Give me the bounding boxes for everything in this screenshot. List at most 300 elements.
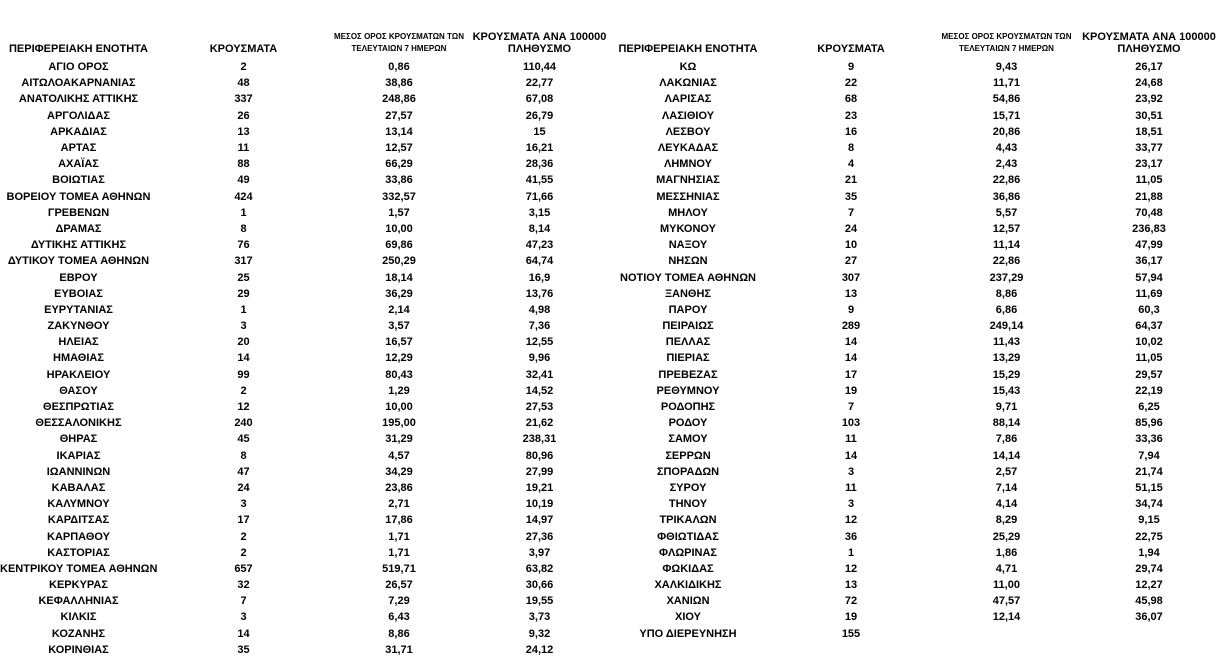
cases-cell: 240 [234,417,253,430]
table-row [0,464,611,480]
per100k-cell: 22,75 [1135,530,1163,543]
cases-cell: 8 [240,222,247,235]
cases-cell: 8 [240,449,247,462]
region-cell: ΠΡΕΒΕΖΑΣ [658,368,718,381]
avg7-cell: 11,00 [993,579,1020,592]
region-cell: ΖΑΚΥΝΘΟΥ [47,320,110,333]
avg7-cell: 14,14 [992,449,1021,462]
per100k-cell: 12,27 [1135,579,1163,592]
avg7-cell: 10,00 [385,401,413,414]
avg7-cell: 2,14 [388,303,410,316]
cases-cell: 12 [237,401,250,414]
table-row [611,626,1222,642]
cases-cell: 29 [237,287,250,300]
region-cell: ΑΝΑΤΟΛΙΚΗΣ ΑΤΤΙΚΗΣ [18,93,139,106]
table-row [0,626,611,642]
region-cell: ΚΕΦΑΛΛΗΝΙΑΣ [38,595,119,608]
region-cell: ΜΕΣΣΗΝΙΑΣ [656,190,720,203]
avg7-cell: 22,86 [992,255,1021,268]
per100k-cell: 9,32 [528,627,551,640]
per100k-cell: 60,3 [1138,303,1160,316]
header-avg7: ΜΕΣΟΣ ΟΡΟΣ ΚΡΟΥΣΜΑΤΩΝ ΤΩΝ ΤΕΛΕΥΤΑΙΩΝ 7 ΗΜΕΡΩΝ [334,32,464,53]
cases-cell: 24 [844,222,858,235]
region-cell: ΤΡΙΚΑΛΩΝ [659,514,717,527]
per100k-cell: 36,17 [1135,255,1163,268]
region-cell: ΡΕΘΥΜΝΟΥ [656,384,720,397]
per100k-cell: 18,51 [1135,125,1163,138]
avg7-cell: 27,57 [385,109,413,122]
avg7-cell: 15,29 [992,368,1021,381]
header-cases: ΚΡΟΥΣΜΑΤΑ [209,43,278,55]
per100k-cell: 13,76 [525,287,554,300]
table-row [611,140,1222,156]
cases-cell: 1 [847,546,855,559]
per100k-cell: 26,17 [1135,61,1163,74]
cases-cell: 17 [237,514,250,527]
region-cell: ΛΕΣΒΟΥ [665,125,711,138]
header-avg7: ΜΕΣΟΣ ΟΡΟΣ ΚΡΟΥΣΜΑΤΩΝ ΤΩΝ ΤΕΛΕΥΤΑΙΩΝ 7 ΗΜΕΡΩΝ [941,32,1072,53]
cases-cell: 10 [844,239,858,252]
table-row [0,383,611,399]
table-row [0,221,611,237]
cases-cell: 3 [240,611,247,624]
per100k-cell: 8,14 [528,222,551,235]
per100k-cell: 14,52 [525,384,554,397]
region-cell: ΥΠΟ ΔΙΕΡΕΥΝΗΣΗ [639,627,737,640]
cases-cell: 317 [234,255,253,268]
region-cell: ΚΙΛΚΙΣ [60,611,97,624]
cases-cell: 49 [237,174,250,187]
table-row [611,367,1222,383]
per100k-cell: 11,05 [1135,352,1163,365]
cases-cell: 424 [234,190,253,203]
region-cell: ΧΙΟΥ [675,611,701,624]
avg7-cell: 36,86 [992,190,1021,203]
avg7-cell: 195,00 [382,417,416,430]
table-row [611,399,1222,415]
avg7-cell: 237,29 [989,271,1024,284]
region-cell: ΡΟΔΟΥ [668,417,708,430]
table-row [611,205,1222,221]
avg7-cell: 248,86 [382,93,416,106]
table-row [0,609,611,625]
table-row [0,545,611,561]
avg7-cell: 33,86 [385,174,413,187]
region-cell: ΓΡΕΒΕΝΩΝ [47,206,110,219]
per100k-cell: 45,98 [1135,595,1163,608]
cases-cell: 14 [237,627,250,640]
cases-cell: 155 [841,627,861,640]
table-row [0,415,611,431]
per100k-cell: 15 [533,125,546,138]
table-row [0,269,611,285]
avg7-cell: 36,29 [385,287,413,300]
avg7-cell: 8,86 [388,627,410,640]
avg7-cell: 7,86 [995,433,1018,446]
avg7-cell: 15,71 [992,109,1021,122]
table-row [611,512,1222,528]
table-row [0,140,611,156]
cases-cell: 45 [237,433,250,446]
per100k-cell: 32,41 [525,368,554,381]
table-row [0,367,611,383]
avg7-cell: 69,86 [385,239,413,252]
table-row [611,221,1222,237]
cases-cell: 24 [237,481,250,494]
region-cell: ΣΠΟΡΑΔΩΝ [656,465,720,478]
table-row [0,205,611,221]
table-row [0,124,611,140]
cases-cell: 7 [240,595,247,608]
region-cell: ΑΧΑΪΑΣ [58,158,99,171]
per100k-cell: 30,66 [525,579,554,592]
cases-cell: 9 [847,61,855,74]
avg7-cell: 20,86 [992,125,1021,138]
table-row [0,172,611,188]
table-row [0,642,611,658]
table-row [611,496,1222,512]
table-body-left [0,59,611,658]
cases-cell: 3 [240,498,247,511]
cases-cell: 36 [844,530,858,543]
cases-cell: 72 [844,595,858,608]
region-cell: ΤΗΝΟΥ [668,498,708,511]
table-row [0,577,611,593]
region-cell: ΚΕΡΚΥΡΑΣ [49,579,108,592]
avg7-cell: 12,29 [385,352,413,365]
per100k-cell: 10,02 [1135,336,1163,349]
avg7-cell: 1,71 [388,530,410,543]
per100k-cell: 27,99 [525,465,554,478]
table-row [0,75,611,91]
cases-cell: 13 [237,125,250,138]
cases-cell: 3 [847,465,855,478]
region-cell: ΜΥΚΟΝΟΥ [659,222,717,235]
cases-cell: 12 [844,514,858,527]
cases-cell: 99 [237,368,250,381]
avg7-cell: 4,14 [995,498,1018,511]
avg7-cell: 5,57 [995,206,1018,219]
region-cell: ΒΟΡΕΙΟΥ ΤΟΜΕΑ ΑΘΗΝΩΝ [6,190,151,203]
cases-cell: 19 [844,384,858,397]
avg7-cell: 11,43 [993,336,1020,349]
region-cell: ΞΑΝΘΗΣ [664,287,712,300]
region-cell: ΦΘΙΩΤΙΔΑΣ [657,530,719,543]
region-cell: ΚΑΡΠΑΘΟΥ [47,530,110,543]
region-cell: ΗΡΑΚΛΕΙΟΥ [46,368,111,381]
region-cell: ΘΕΣΣΑΛΟΝΙΚΗΣ [35,417,122,430]
region-cell: ΙΩΑΝΝΙΝΩΝ [46,465,111,478]
region-cell: ΚΟΡΙΝΘΙΑΣ [48,643,109,656]
avg7-cell: 10,00 [385,222,413,235]
table-row [611,464,1222,480]
avg7-cell: 249,14 [989,320,1024,333]
cases-cell: 25 [237,271,250,284]
cases-cell: 4 [847,158,855,171]
per100k-cell: 36,07 [1135,611,1163,624]
avg7-cell: 34,29 [385,465,413,478]
per100k-cell: 21,74 [1135,465,1163,478]
region-cell: ΑΡΤΑΣ [60,142,97,155]
avg7-cell: 250,29 [382,255,416,268]
region-cell: ΜΗΛΟΥ [668,206,708,219]
table-row [0,91,611,107]
per100k-cell: 19,21 [525,481,554,494]
table-row [0,528,611,544]
per100k-cell: 3,73 [528,611,551,624]
per100k-cell: 19,55 [525,595,554,608]
avg7-cell: 12,14 [992,611,1021,624]
region-cell: ΠΙΕΡΙΑΣ [666,352,710,365]
table-row [611,334,1222,350]
region-cell: ΛΑΡΙΣΑΣ [664,93,712,106]
avg7-cell: 23,86 [385,481,413,494]
region-cell: ΑΡΓΟΛΙΔΑΣ [47,109,110,122]
region-cell: ΑΓΙΟ ΟΡΟΣ [48,61,109,74]
table-row [0,108,611,124]
cases-cell: 103 [841,417,861,430]
avg7-cell: 22,86 [992,174,1021,187]
per100k-cell: 63,82 [525,562,554,575]
cases-cell: 7 [847,401,855,414]
region-cell: ΔΥΤΙΚΟΥ ΤΟΜΕΑ ΑΘΗΝΩΝ [7,255,150,268]
table-row [611,189,1222,205]
per100k-cell: 3,15 [528,206,551,219]
table-row [611,253,1222,269]
region-cell: ΚΑΣΤΟΡΙΑΣ [47,546,110,559]
table-row [611,577,1222,593]
table-row [611,350,1222,366]
table-row [0,156,611,172]
table-row [611,318,1222,334]
header-region: ΠΕΡΙΦΕΡΕΙΑΚΗ ΕΝΟΤΗΤΑ [8,43,148,55]
avg7-cell: 80,43 [385,368,413,381]
region-cell: ΛΕΥΚΑΔΑΣ [657,142,719,155]
avg7-cell: 2,71 [388,498,410,511]
avg7-cell: 11,14 [993,239,1020,252]
cases-cell: 20 [237,336,250,349]
table-row [611,431,1222,447]
region-cell: ΝΟΤΙΟΥ ΤΟΜΕΑ ΑΘΗΝΩΝ [620,271,756,284]
cases-cell: 13 [844,287,858,300]
cases-cell: 16 [844,125,858,138]
per100k-cell: 64,74 [525,255,554,268]
cases-cell: 14 [844,336,858,349]
header-per100k: ΚΡΟΥΣΜΑΤΑ ΑΝΑ 100000 ΠΛΗΘΥΣΜΟ [1082,31,1216,55]
cases-cell: 23 [844,109,858,122]
per100k-cell: 47,99 [1135,239,1163,252]
header-row [611,0,1222,59]
region-cell: ΝΑΞΟΥ [668,239,708,252]
per100k-cell: 29,74 [1135,562,1163,575]
cases-cell: 2 [240,384,247,397]
cases-cell: 76 [237,239,250,252]
avg7-cell: 15,43 [992,384,1021,397]
region-cell: ΒΟΙΩΤΙΑΣ [52,174,105,187]
cases-cell: 17 [844,368,858,381]
table-body-right [611,59,1222,642]
cases-table-right [611,0,1222,642]
region-cell: ΦΩΚΙΔΑΣ [662,562,714,575]
table-row [0,286,611,302]
region-cell: ΑΙΤΩΛΟΑΚΑΡΝΑΝΙΑΣ [21,77,136,90]
region-cell: ΛΑΣΙΘΙΟΥ [661,109,715,122]
avg7-cell: 2,57 [995,465,1018,478]
cases-cell: 48 [237,77,250,90]
per100k-cell: 14,97 [525,514,554,527]
avg7-cell: 38,86 [385,77,413,90]
avg7-cell: 17,86 [385,514,413,527]
avg7-cell: 7,29 [388,595,410,608]
cases-cell: 19 [844,611,858,624]
avg7-cell: 8,86 [995,287,1018,300]
avg7-cell: 6,43 [388,611,410,624]
region-cell: ΚΑΡΔΙΤΣΑΣ [47,514,110,527]
per100k-cell: 47,23 [525,239,554,252]
avg7-cell: 13,29 [992,352,1021,365]
per100k-cell: 28,36 [525,158,554,171]
per100k-cell: 41,55 [525,174,554,187]
per100k-cell: 3,97 [528,546,551,559]
region-cell: ΣΑΜΟΥ [668,433,708,446]
region-cell: ΣΕΡΡΩΝ [665,449,711,462]
cases-cell: 9 [847,303,855,316]
cases-cell: 2 [240,546,247,559]
cases-cell: 14 [844,449,858,462]
avg7-cell: 31,29 [385,433,413,446]
table-row [611,237,1222,253]
table-row [0,237,611,253]
per100k-cell: 34,74 [1135,498,1163,511]
per100k-cell: 27,53 [525,401,554,414]
per100k-cell: 70,48 [1135,206,1163,219]
table-row [0,448,611,464]
region-cell: ΚΩ [679,61,697,74]
cases-cell: 68 [844,93,858,106]
avg7-cell: 2,43 [995,158,1018,171]
avg7-cell: 4,43 [995,142,1018,155]
avg7-cell: 66,29 [385,158,413,171]
cases-cell: 12 [844,562,858,575]
table-row [0,431,611,447]
region-cell: ΗΛΕΙΑΣ [58,336,99,349]
table-row [0,302,611,318]
region-cell: ΚΟΖΑΝΗΣ [51,627,106,640]
table-row [611,609,1222,625]
avg7-cell: 11,71 [993,77,1020,90]
table-row [611,415,1222,431]
cases-cell: 337 [234,93,253,106]
table-row [0,334,611,350]
table-row [611,269,1222,285]
avg7-cell: 25,29 [992,530,1021,543]
per100k-cell: 64,37 [1135,320,1163,333]
cases-cell: 32 [237,579,250,592]
avg7-cell: 1,71 [388,546,410,559]
avg7-cell [937,626,1076,642]
per100k-cell: 71,66 [525,190,554,203]
per100k-cell: 11,69 [1135,287,1163,300]
per100k-cell: 51,15 [1135,481,1163,494]
per100k-cell: 57,94 [1135,271,1163,284]
table-row [0,189,611,205]
table-row [611,383,1222,399]
avg7-cell: 4,71 [995,562,1018,575]
cases-cell: 35 [844,190,858,203]
cases-cell: 14 [844,352,858,365]
avg7-cell: 1,29 [388,384,410,397]
avg7-cell: 1,57 [388,206,410,219]
table-row [611,593,1222,609]
table-row [0,350,611,366]
cases-cell: 3 [847,498,855,511]
cases-cell: 2 [240,530,247,543]
table-row [0,561,611,577]
cases-cell: 7 [847,206,855,219]
per100k-cell: 24,68 [1135,77,1163,90]
per100k-cell: 238,31 [522,433,557,446]
region-cell: ΧΑΛΚΙΔΙΚΗΣ [654,579,722,592]
table-row [611,172,1222,188]
cases-cell: 11 [237,142,250,155]
table-row [611,545,1222,561]
avg7-cell: 0,86 [388,61,410,74]
avg7-cell: 519,71 [382,562,416,575]
cases-cell: 8 [847,142,855,155]
table-row [0,512,611,528]
per100k-cell: 7,94 [1138,449,1160,462]
cases-cell: 35 [237,643,250,656]
avg7-cell: 12,57 [992,222,1021,235]
per100k-cell: 30,51 [1135,109,1163,122]
per100k-cell: 23,92 [1135,93,1163,106]
avg7-cell: 16,57 [385,336,413,349]
header-per100k: ΚΡΟΥΣΜΑΤΑ ΑΝΑ 100000 ΠΛΗΘΥΣΜΟ [472,31,607,55]
per100k-cell: 21,62 [525,417,554,430]
avg7-cell: 332,57 [382,190,416,203]
region-cell: ΚΕΝΤΡΙΚΟΥ ΤΟΜΕΑ ΑΘΗΝΩΝ [0,562,158,575]
avg7-cell: 8,29 [995,514,1018,527]
avg7-cell: 88,14 [992,417,1021,430]
avg7-cell: 47,57 [992,595,1021,608]
header-cases: ΚΡΟΥΣΜΑΤΑ [817,43,885,55]
avg7-cell: 3,57 [388,320,410,333]
per100k-cell: 21,88 [1135,190,1163,203]
region-cell: ΠΕΙΡΑΙΩΣ [662,320,714,333]
per100k-cell: 24,12 [525,643,554,656]
header-region: ΠΕΡΙΦΕΡΕΙΑΚΗ ΕΝΟΤΗΤΑ [618,43,758,55]
per100k-cell [1076,626,1222,642]
table-row [611,286,1222,302]
table-row [611,448,1222,464]
avg7-cell: 31,71 [385,643,413,656]
table-row [611,156,1222,172]
table-row [0,480,611,496]
avg7-cell: 4,57 [388,449,410,462]
table-row [0,318,611,334]
cases-cell: 2 [240,61,247,74]
per100k-cell: 6,25 [1138,401,1160,414]
cases-cell: 1 [240,303,247,316]
avg7-cell: 6,86 [995,303,1018,316]
table-row [611,59,1222,75]
avg7-cell: 13,14 [385,125,413,138]
region-cell: ΛΗΜΝΟΥ [664,158,712,171]
avg7-cell: 9,71 [995,401,1018,414]
cases-cell: 13 [844,579,858,592]
region-cell: ΦΛΩΡΙΝΑΣ [658,546,718,559]
per100k-cell: 9,15 [1138,514,1160,527]
